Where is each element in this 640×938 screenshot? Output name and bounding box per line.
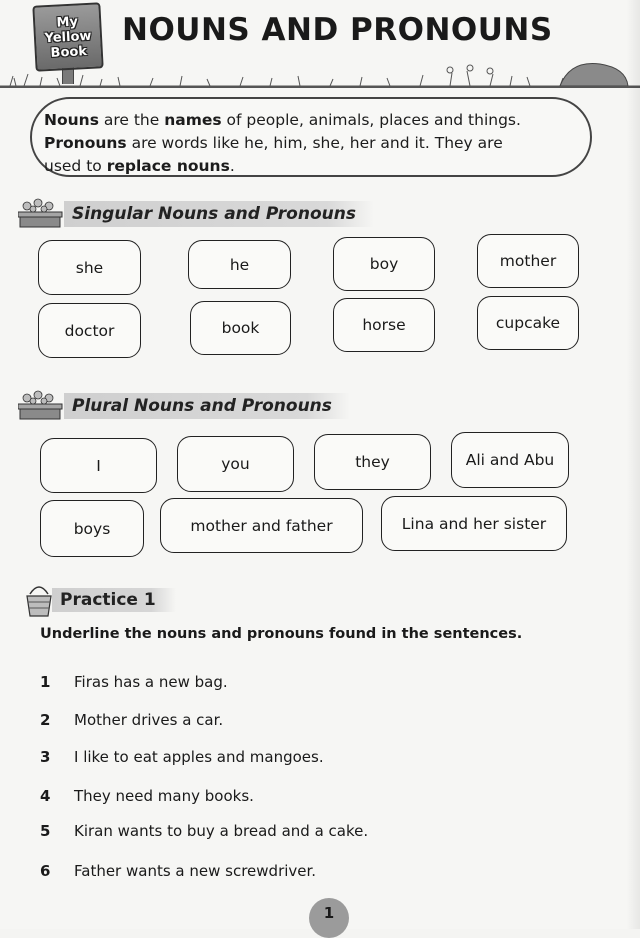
sentence-row	[40, 673, 228, 691]
flower-pot-icon	[18, 389, 64, 423]
definition-line-3	[44, 155, 580, 178]
word-box: he	[188, 240, 291, 289]
sentence-row	[40, 711, 223, 729]
term-replace-nouns: replace nouns	[106, 157, 230, 175]
sentence-row	[40, 862, 316, 880]
sentence-number: 2	[40, 711, 51, 729]
word-box: cupcake	[477, 296, 579, 350]
practice-label: Practice 1	[60, 590, 156, 610]
logo-line-1: My	[56, 13, 79, 31]
word-box: she	[38, 240, 141, 295]
plural-section-header	[18, 389, 350, 423]
word-box: boys	[40, 500, 144, 557]
sentence-number: 4	[40, 787, 51, 805]
word-box: Ali and Abu	[451, 432, 569, 488]
word-box: they	[314, 434, 431, 490]
def-text: are the	[98, 111, 165, 129]
plural-heading: Plural Nouns and Pronouns	[72, 396, 332, 416]
sentence-text: They need many books.	[74, 787, 254, 805]
practice-instruction: Underline the nouns and pronouns found in the sentences.	[40, 626, 523, 642]
def-text: of people, animals, places and things.	[221, 111, 521, 129]
practice-band	[52, 588, 176, 612]
def-text: are words like he, him, she, her and it. They are	[126, 134, 503, 152]
practice-header	[24, 580, 176, 620]
word-box: Lina and her sister	[381, 496, 567, 551]
sentence-row	[40, 748, 324, 766]
sentence-text: Father wants a new screwdriver.	[74, 862, 317, 880]
plural-band	[64, 393, 350, 419]
sentence-row	[40, 787, 254, 805]
definition-box	[30, 97, 592, 177]
term-names: names	[164, 111, 222, 129]
logo-line-2: Yellow	[44, 28, 92, 46]
singular-heading: Singular Nouns and Pronouns	[72, 204, 356, 224]
sentence-row	[40, 822, 368, 840]
word-box: mother	[477, 234, 579, 288]
word-box: boy	[333, 237, 435, 291]
page-edge-shadow	[626, 0, 640, 929]
sentence-number: 6	[40, 862, 51, 880]
header-rule	[0, 86, 640, 88]
term-pronouns: Pronouns	[44, 134, 127, 152]
sentence-text: I like to eat apples and mangoes.	[74, 748, 324, 766]
logo-line-3: Book	[50, 43, 88, 61]
word-box: you	[177, 436, 294, 492]
bucket-icon	[24, 580, 54, 620]
page-title: NOUNS AND PRONOUNS	[122, 12, 553, 48]
sentence-number: 5	[40, 822, 51, 840]
word-box: doctor	[38, 303, 141, 358]
def-text: .	[229, 157, 235, 175]
definition-line-2	[44, 132, 580, 155]
sentence-number: 3	[40, 748, 51, 766]
sentence-text: Firas has a new bag.	[74, 673, 228, 691]
word-box: horse	[333, 298, 435, 352]
term-nouns: Nouns	[44, 111, 99, 129]
sentence-text: Mother drives a car.	[74, 711, 224, 729]
flower-pot-icon	[18, 197, 64, 231]
definition-line-1	[44, 109, 580, 132]
page-number-badge: 1	[309, 898, 349, 938]
word-box: mother and father	[160, 498, 363, 553]
singular-section-header	[18, 197, 374, 231]
sentence-number: 1	[40, 673, 51, 691]
def-text: used to	[44, 157, 107, 175]
word-box: I	[40, 438, 157, 493]
word-box: book	[190, 301, 291, 355]
sentence-text: Kiran wants to buy a bread and a cake.	[74, 822, 369, 840]
singular-band	[64, 201, 374, 227]
